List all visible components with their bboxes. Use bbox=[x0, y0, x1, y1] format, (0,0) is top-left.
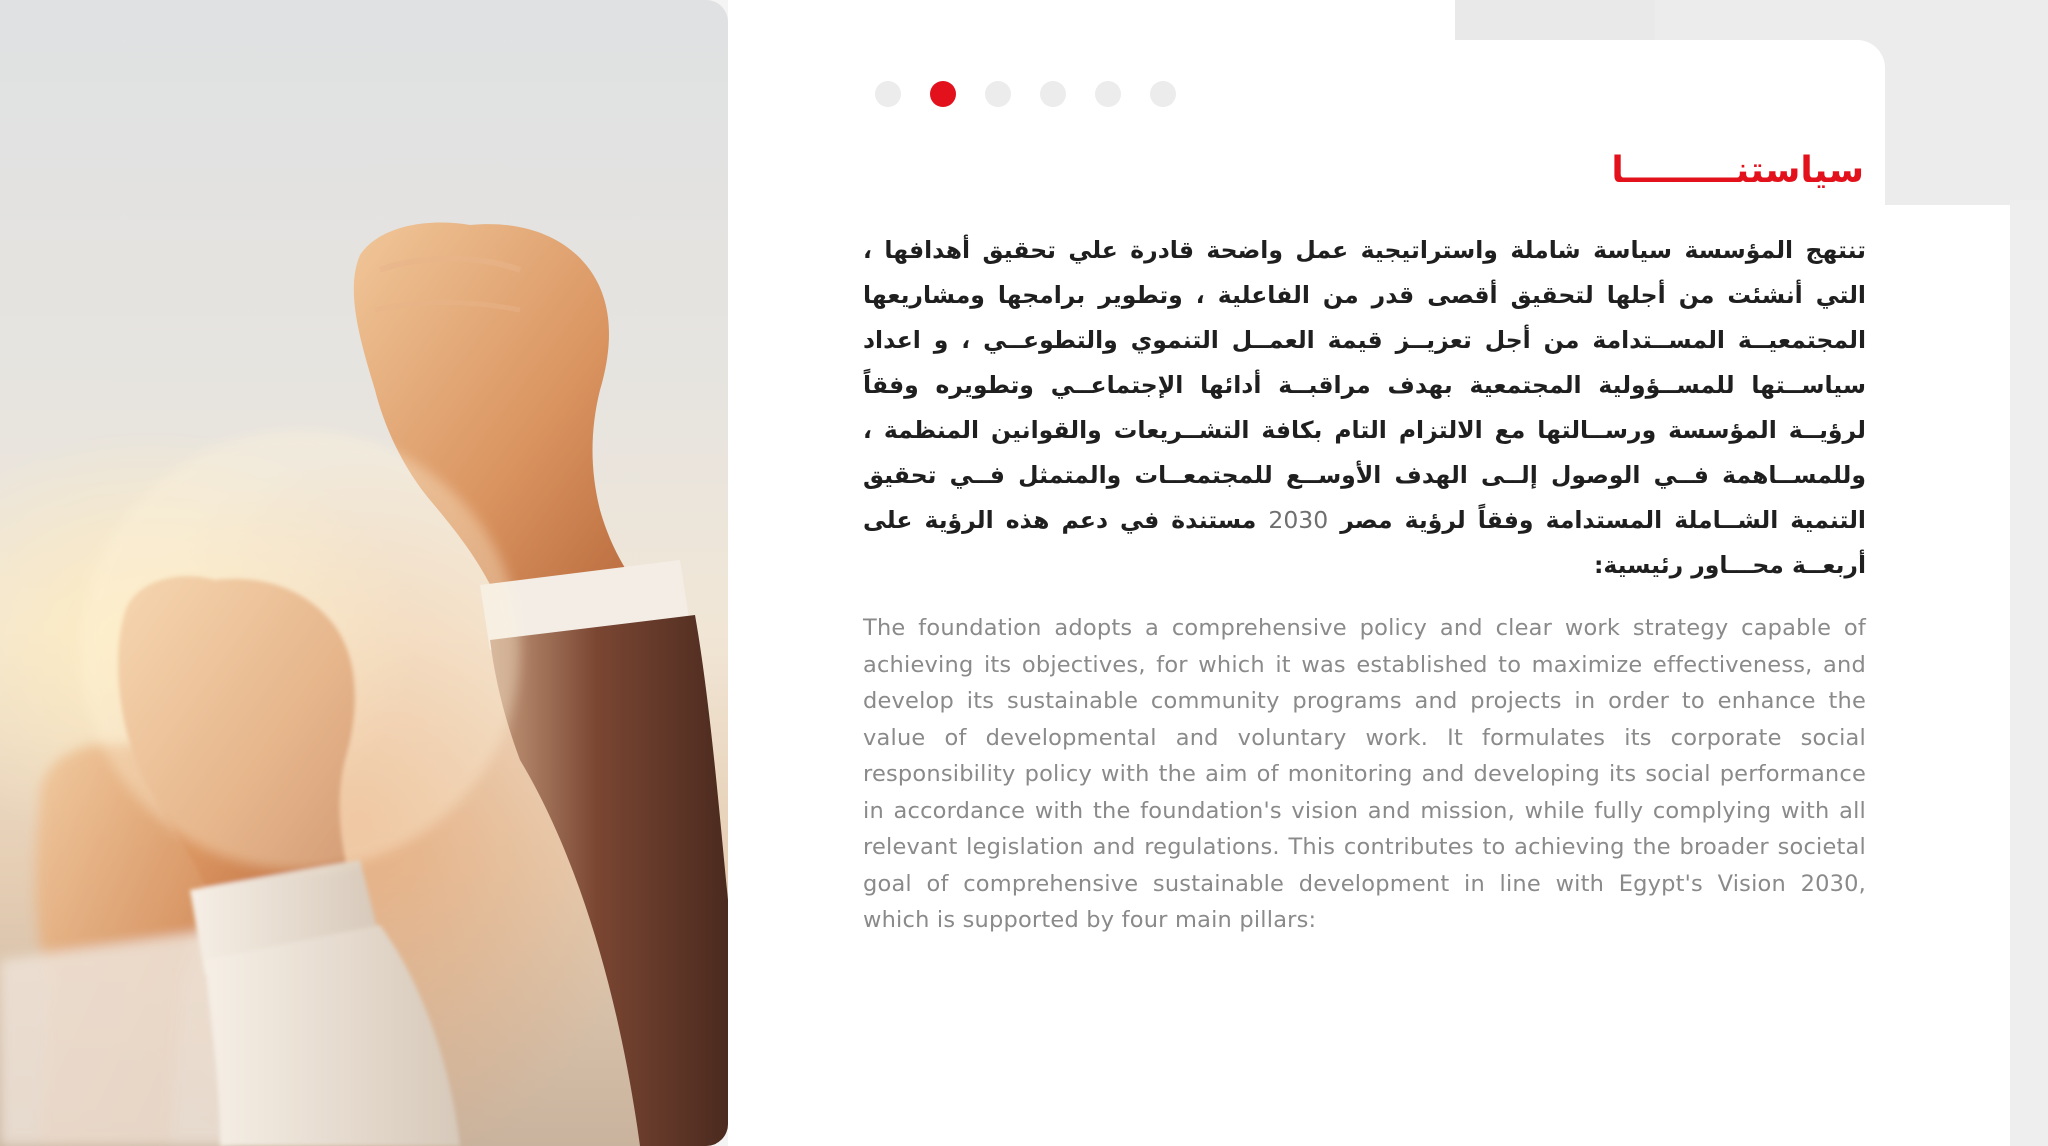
pagination-dot[interactable] bbox=[1040, 81, 1066, 107]
english-description: The foundation adopts a comprehensive policy and clear work strategy capable of achieving its objectives, for which it was established to maximize effectiveness, and develop its sustainable community programs and projects in order to enhance the value of developmental and voluntary work. It formulates its corporate social responsibility policy with the aim of monitoring and developing its social performance in accordance with the foundation's vision and mission, while fully complying with all relevant legislation and regulations. This contributes to achieving the broader societal goal of comprehensive sustainable development in line with Egypt's Vision 2030, which is supported by four main pillars: bbox=[863, 615, 1866, 933]
pagination-dot[interactable] bbox=[1150, 81, 1176, 107]
hero-image bbox=[0, 0, 728, 1146]
section-title: سياستنـــــــــا bbox=[1611, 150, 1864, 191]
arabic-description bbox=[863, 228, 1866, 588]
pagination-dot[interactable] bbox=[985, 81, 1011, 107]
pagination-dot[interactable] bbox=[875, 81, 901, 107]
pagination-dot[interactable] bbox=[1095, 81, 1121, 107]
decorative-shape bbox=[2010, 200, 2048, 1146]
content-card bbox=[800, 40, 1885, 1146]
pagination-dot-active[interactable] bbox=[930, 81, 956, 107]
arabic-text: تنتهج المؤسسة سياسة شاملة واستراتيجية عمل واضحة قادرة علي تحقيق أهدافها ، التي أنشئت من أجلها لتحقيق أقصى قدر من الفاعلية ، وتطوير برامجها ومشاريعها المجتمعيــة المســتدامة من أجل تعزيــز قيمة العمــل التنموي والتطوعــي ، و اعداد سياســتها للمســؤولية المجتمعية بهدف مراقبــة أدائها الإجتماعــي وتطويره وفقاً لرؤيــة المؤسسة ورســالتها مع الالتزام التام بكافة التشــريعات والقوانين المنظمة ، وللمســاهمة فــي الوصول إلــى الهدف الأوســع للمجتمعــات والمتمثل فــي تحقيق التنمية الشــاملة المستدامة وفقاً لرؤية مصر bbox=[863, 236, 1866, 534]
arabic-year: 2030 bbox=[1268, 506, 1329, 534]
arabic-text-end: مستندة في دعم هذه الرؤية على أربعــة محـــاور رئيسية: bbox=[863, 506, 1866, 579]
raised-fists-photo bbox=[0, 0, 728, 1146]
slide-pagination bbox=[875, 81, 1176, 107]
